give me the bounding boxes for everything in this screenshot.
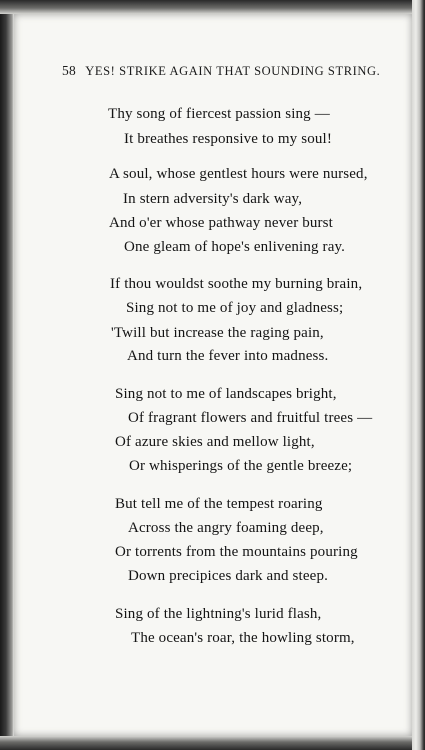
- top-scan-edge: [0, 0, 425, 14]
- binding-shadow: [0, 0, 14, 750]
- poem-line: If thou wouldst soothe my burning brain,: [110, 276, 363, 292]
- poem-line: Sing not to me of landscapes bright,: [115, 386, 337, 402]
- page-number: 58: [62, 63, 76, 78]
- poem-line: Thy song of fiercest passion sing —: [108, 106, 330, 122]
- poem-line: But tell me of the tempest roaring: [115, 496, 323, 512]
- poem-line: One gleam of hope's enlivening ray.: [124, 239, 346, 255]
- poem-line: Down precipices dark and steep.: [128, 568, 328, 584]
- poem-line: In stern adversity's dark way,: [123, 191, 303, 207]
- poem-line: And o'er whose pathway never burst: [109, 215, 333, 231]
- page-header: [62, 63, 402, 79]
- poem-line: Of azure skies and mellow light,: [115, 434, 315, 450]
- poem-line: Across the angry foaming deep,: [128, 520, 324, 536]
- poem-line: Or torrents from the mountains pouring: [115, 544, 358, 560]
- poem-line: The ocean's roar, the howling storm,: [131, 630, 355, 646]
- poem-line: A soul, whose gentlest hours were nursed,: [109, 166, 368, 182]
- running-title: YES! STRIKE AGAIN THAT SOUNDING STRING.: [85, 64, 381, 78]
- poem-line: Of fragrant flowers and fruitful trees —: [128, 410, 373, 426]
- poem-line: And turn the fever into madness.: [127, 348, 329, 364]
- poem-line: Sing of the lightning's lurid flash,: [115, 606, 322, 622]
- bottom-scan-edge: [0, 736, 425, 750]
- poem-line: It breathes responsive to my soul!: [124, 131, 332, 147]
- poem-line: 'Twill but increase the raging pain,: [111, 325, 324, 341]
- page-edge-right: [412, 0, 425, 750]
- poem-line: Sing not to me of joy and gladness;: [126, 300, 344, 316]
- poem-line: Or whisperings of the gentle breeze;: [129, 458, 353, 474]
